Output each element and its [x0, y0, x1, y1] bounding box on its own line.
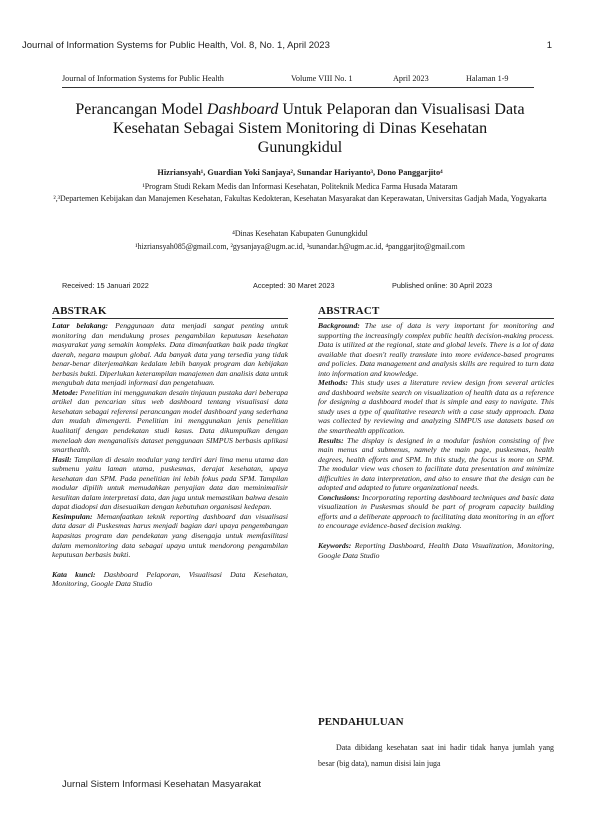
running-head-text: Journal of Information Systems for Public Health, Vol. 8, No. 1, April 2023 — [22, 40, 330, 51]
author-emails: ¹hizriansyah085@gmail.com, ²gysanjaya@ugm.ac.id, ³sunandar.h@ugm.ac.id, ⁴panggarjito@gmail.com — [135, 242, 465, 251]
abstrak-heading: ABSTRAK — [52, 305, 288, 319]
hasil-text: Tampilan di desain modular yang terdiri dari lima menu utama dan submenu yaitu laman utama, puskesmas, derajat kesehatan, upaya kesehatan dan SPM. Pada penelitian ini lebih fokus pada SPM. Tampilan modular dipilih untuk memudahkan penyajian data dan meminimalisir kesulitan dalam interpretasi data, dan juga untuk memastikan bahwa desain dapat diadopsi dan disesuaikan dengan kebutuhan organisasi kedepan. — [52, 454, 288, 512]
abstrak-hasil — [52, 455, 288, 512]
abstract-methods — [318, 378, 554, 435]
background-text: The use of data is very important for monitoring and supporting the increasingly complex public health decision-making process. Data is utilized at the regional, state and global levels. There is a lot of data available that doesn't really translate into more evidence-based programs and policies. Data management and analysis skills are required to turn data into information and knowledge. — [318, 321, 554, 378]
journal-pages: Halaman 1-9 — [466, 74, 509, 83]
paper-title — [70, 100, 530, 157]
kesimpulan-label: Kesimpulan: — [52, 511, 93, 521]
kesimpulan-text: Memanfaatkan teknik reporting dashboard dan visualisasi data dasar di Puskesmas harus menjadi bagian dari upaya pengembangan kapasitas program dan pendekatan yang disengaja untuk memfasilitasi dalam memonitoring data sebagai upaya untuk mendorong pengambilan keputusan berbasis bukti. — [52, 511, 288, 560]
received-date: Received: 15 Januari 2022 — [62, 281, 149, 290]
title-part-3: Untuk Pelaporan dan Visualisasi Data Kesehatan Sebagai Sistem Monitoring di Dinas Kesehatan Gunungkidul — [112, 101, 525, 156]
affiliation-2: ²,³Departemen Kebijakan dan Manajemen Kesehatan, Fakultas Kedokteran, Kesehatan Masyarakat dan Keperawatan, Universitas Gadjah Mada, Yogyakarta — [53, 194, 547, 203]
abstrak-kata-kunci — [52, 570, 288, 589]
abstract-heading: ABSTRACT — [318, 305, 554, 319]
keywords-text: Reporting Dashboard, Health Data Visualization, Monitoring, Google Data Studio — [318, 541, 554, 560]
abstrak-latar-belakang — [52, 321, 288, 388]
metode-text: Penelitian ini menggunakan desain tinjauan pustaka dari beberapa artikel dan pencarian situs web dashboard tentang visualisasi data kesehatan sebagai referensi perancangan model dashboard yang sederhana dan mudah dimengerti. Penelitian ini menggunakan jenis penelitian kualitatif dengan pendekatan studi kasus. Data dikumpulkan dengan menelaah dan menganalisis dataset penggunaan SIMPUS berbasis aplikasi smarthealth. — [52, 387, 288, 455]
latar-text: Penggunaan data menjadi sangat penting untuk monitoring dan mendukung proses pengambilan keputusan kesehatan masyarakat yang semakin kompleks. Data dimanfaatkan baik pada tingkat daerah, negara maupun global. Ada banyak data yang tersedia yang tidak benar-benar diterjemahkan kedalam lebih banyak program dan kebijakan berbasis bukti. Diperlukan keterampilan manajemen dan analisis data untuk mengubah data menjadi informasi dan pengetahuan. — [52, 321, 288, 388]
published-date: Published online: 30 April 2023 — [392, 281, 493, 290]
kata-kunci-label: Kata kunci: — [52, 569, 96, 579]
methods-label: Methods: — [318, 378, 348, 388]
journal-info-line — [62, 74, 534, 88]
results-text: The display is designed in a modular fashion consisting of five main menus and submenus, namely the main page, puskesmas, health degrees, health efforts and SPM. In this study, the focus is more on SPM. The modular view was chosen to facilitate data presentation and minimize difficulties in data interpretation, and also to ensure that the design can be adopted and adapted to future organizational needs. — [318, 435, 554, 493]
journal-volume: Volume VIII No. 1 — [291, 74, 353, 83]
metode-label: Metode: — [52, 387, 79, 397]
accepted-date: Accepted: 30 Maret 2023 — [253, 281, 335, 290]
background-label: Background: — [318, 321, 360, 330]
abstrak-column — [52, 305, 288, 589]
conclusions-text: Incorporating reporting dashboard techniques and basic data visualization in Puskesmas should be part of program capacity building efforts and a deliberate approach to facilitating data monitoring in an effort to encourage evidence-based decision making. — [318, 492, 554, 531]
abstrak-kesimpulan — [52, 512, 288, 560]
title-part-2: Dashboard — [206, 101, 279, 118]
conclusions-label: Conclusions: — [318, 492, 360, 502]
abstract-column — [318, 305, 554, 560]
hasil-label: Hasil: — [52, 454, 72, 464]
abstract-results — [318, 436, 554, 493]
article-dates — [62, 281, 538, 291]
latar-label: Latar belakang: — [52, 321, 109, 330]
journal-date: April 2023 — [393, 74, 429, 83]
abstract-background — [318, 321, 554, 378]
author-list: Hizriansyah¹, Guardian Yoki Sanjaya², Sunandar Hariyanto³, Dono Panggarjito⁴ — [157, 168, 443, 177]
abstract-conclusions — [318, 493, 554, 531]
pendahuluan-heading: PENDAHULUAN — [318, 716, 404, 728]
abstract-keywords — [318, 541, 554, 560]
pendahuluan-text: Data dibidang kesehatan saat ini hadir tidak hanya jumlah yang besar (big data), namun disisi lain juga — [318, 743, 554, 768]
affiliation-3: ⁴Dinas Kesehatan Kabupaten Gunungkidul — [232, 229, 368, 238]
page-footer: Jurnal Sistem Informasi Kesehatan Masyarakat — [62, 779, 262, 790]
abstrak-metode — [52, 388, 288, 455]
keywords-label: Keywords: — [318, 541, 352, 551]
kata-kunci-text: Dashboard Pelaporan, Visualisasi Data Kesehatan, Monitoring, Google Data Studio — [52, 569, 288, 589]
title-part-1: Perancangan Model — [75, 101, 207, 118]
page-number: 1 — [546, 40, 552, 51]
journal-name: Journal of Information Systems for Public Health — [62, 74, 224, 83]
results-label: Results: — [318, 435, 344, 445]
affiliation-1: ¹Program Studi Rekam Medis dan Informasi Kesehatan, Politeknik Medica Farma Husada Mataram — [142, 182, 458, 191]
running-head — [22, 40, 578, 54]
methods-text: This study uses a literature review design from several articles and dashboard website search on visualization of health data as a reference for designing a dashboard model that is simple and easy to navigate. This study uses a type of qualitative research with a case study approach. Data was collected by reviewing and analyzing SIMPUS use datasets based on the smarthealth application. — [318, 378, 554, 436]
